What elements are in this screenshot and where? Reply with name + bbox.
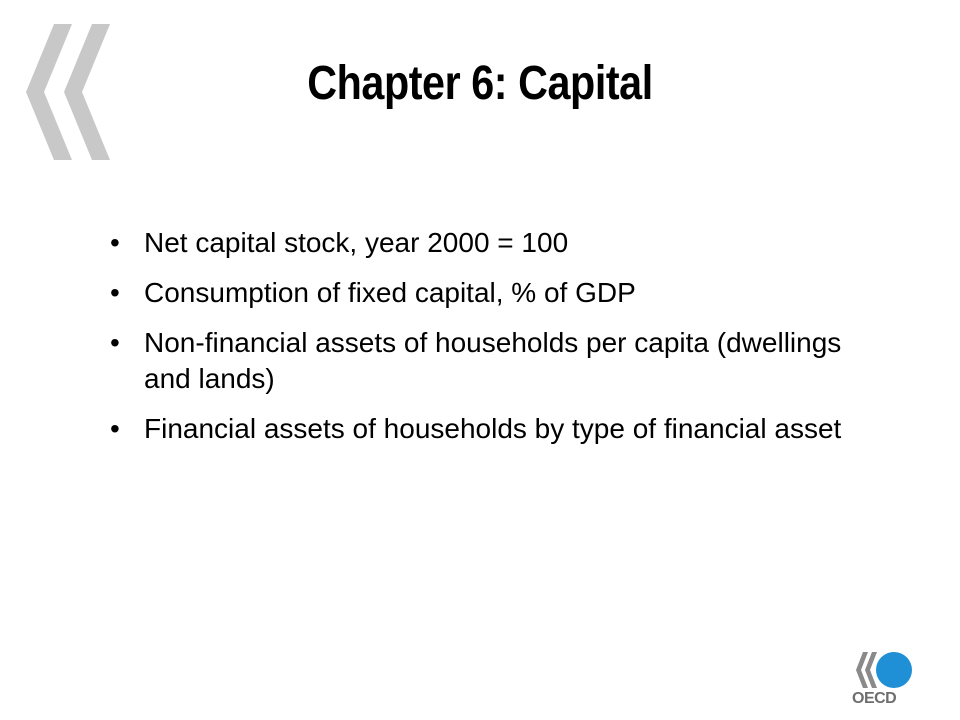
bullet-dot: • [110, 277, 120, 308]
oecd-logo-icon [854, 650, 914, 690]
bullet-item [106, 275, 886, 311]
bullet-text: Net capital stock, year 2000 = 100 [144, 227, 569, 258]
bullet-text: Consumption of fixed capital, % of GDP [144, 277, 636, 308]
bullet-item [106, 411, 886, 447]
oecd-logo [848, 650, 916, 710]
bullet-dot: • [110, 227, 120, 258]
slide-title: Chapter 6: Capital [307, 57, 653, 110]
bullet-item [106, 325, 886, 397]
bullet-dot: • [110, 327, 120, 358]
bullet-list [106, 225, 886, 461]
bullet-dot: • [110, 413, 120, 444]
bullet-text: Non-financial assets of households per capita (dwellings and lands) [144, 327, 842, 394]
bullet-text: Financial assets of households by type of financial asset [144, 413, 842, 444]
bullet-item [106, 225, 886, 261]
oecd-logo-text: OECD [852, 690, 897, 707]
